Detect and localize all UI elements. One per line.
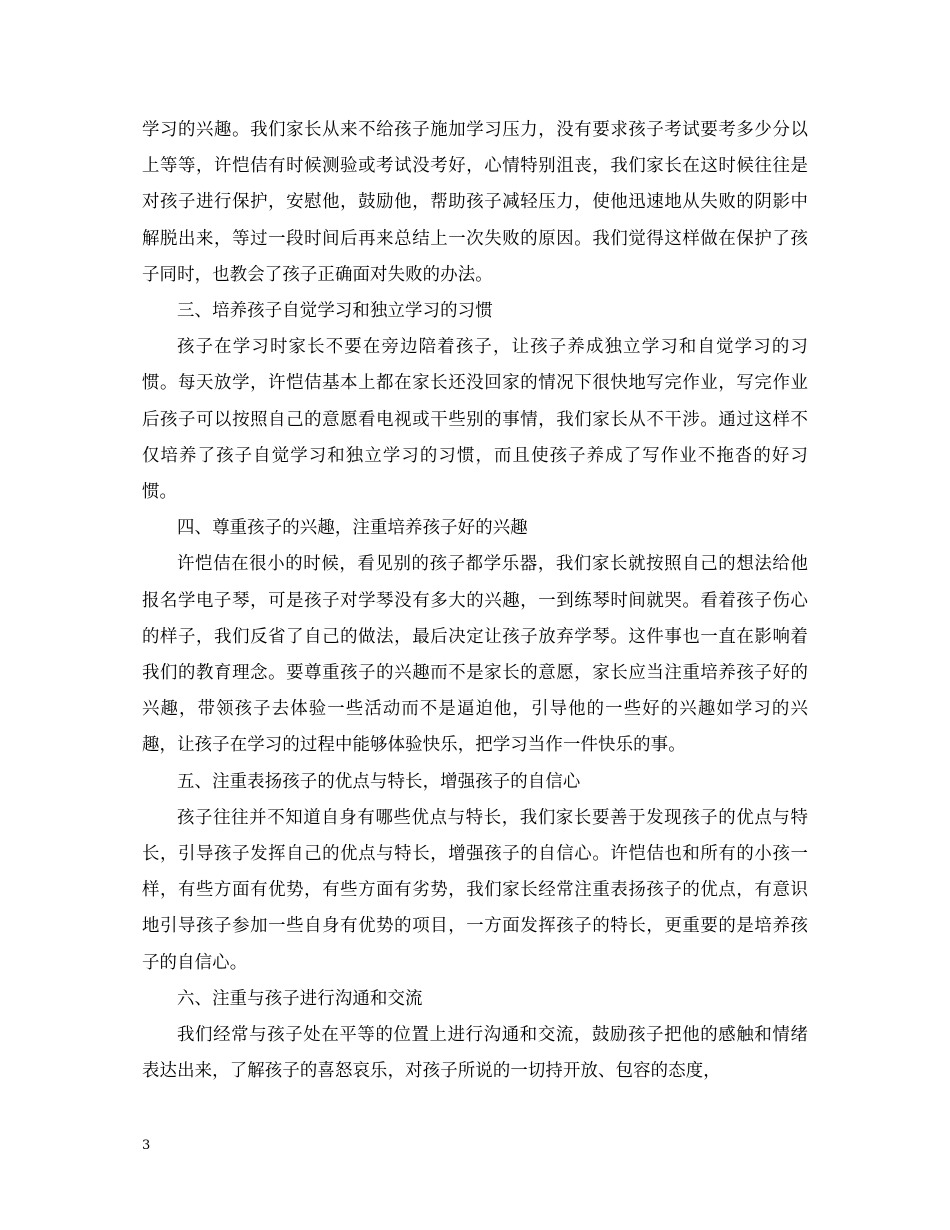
- body-paragraph: 孩子往往并不知道自身有哪些优点与特长，我们家长要善于发现孩子的优点与特长，引导孩子发挥自己的优点与特长，增强孩子的自信心。许恺佶也和所有的小孩一样，有些方面有优势，有些方面有劣势，我们家长经常注重表扬孩子的优点，有意识地引导孩子参加一些自身有优势的项目，一方面发挥孩子的特长，更重要的是培养孩子的自信心。: [142, 807, 808, 973]
- body-paragraph: 学习的兴趣。我们家长从来不给孩子施加学习压力，没有要求孩子考试要考多少分以上等等，许恺佶有时候测验或考试没考好，心情特别沮丧，我们家长在这时候往往是对孩子进行保护，安慰他，鼓励他，帮助孩子减轻压力，使他迅速地从失败的阴影中解脱出来，等过一段时间后再来总结上一次失败的原因。我们觉得这样做在保护了孩子同时，也教会了孩子正确面对失败的办法。: [142, 120, 808, 285]
- section-heading: 五、注重表扬孩子的优点与特长，增强孩子的自信心: [177, 771, 581, 792]
- body-paragraph: 我们经常与孩子处在平等的位置上进行沟通和交流，鼓励孩子把他的感触和情绪表达出来，了解孩子的喜怒哀乐，对孩子所说的一切持开放、包容的态度，: [142, 1025, 808, 1082]
- section-heading: 四、尊重孩子的兴趣，注重培养孩子好的兴趣: [177, 518, 528, 539]
- document-body: [142, 112, 808, 1089]
- section-heading: 三、培养孩子自觉学习和独立学习的习惯: [177, 301, 493, 322]
- page-number: 3: [142, 1138, 151, 1153]
- body-paragraph: 孩子在学习时家长不要在旁边陪着孩子，让孩子养成独立学习和自觉学习的习惯。每天放学，许恺佶基本上都在家长还没回家的情况下很快地写完作业，写完作业后孩子可以按照自己的意愿看电视或干些别的事情，我们家长从不干涉。通过这样不仅培养了孩子自觉学习和独立学习的习惯，而且使孩子养成了写作业不拖沓的好习惯。: [142, 337, 808, 503]
- section-heading: 六、注重与孩子进行沟通和交流: [177, 988, 423, 1009]
- body-paragraph: 许恺佶在很小的时候，看见别的孩子都学乐器，我们家长就按照自己的想法给他报名学电子琴，可是孩子对学琴没有多大的兴趣，一到练琴时间就哭。看着孩子伤心的样子，我们反省了自己的做法，最后决定让孩子放弃学琴。这件事也一直在影响着我们的教育理念。要尊重孩子的兴趣而不是家长的意愿，家长应当注重培养孩子好的兴趣，带领孩子去体验一些活动而不是逼迫他，引导他的一些好的兴趣如学习的兴趣，让孩子在学习的过程中能够体验快乐，把学习当作一件快乐的事。: [142, 554, 808, 756]
